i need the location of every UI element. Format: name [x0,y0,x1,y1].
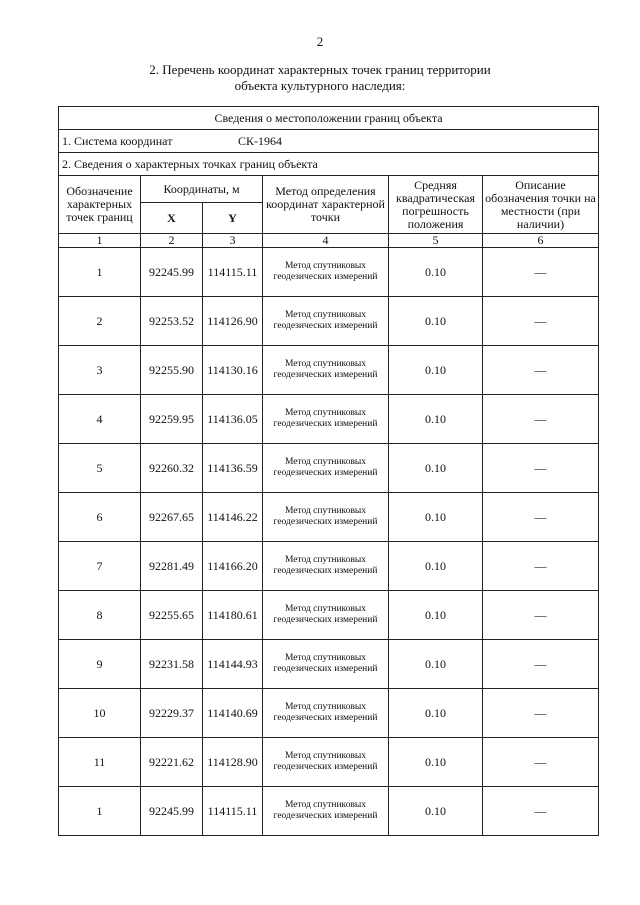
coord-x: 92259.95 [141,395,203,444]
description: — [483,248,599,297]
coord-x: 92221.62 [141,738,203,787]
point-id: 5 [59,444,141,493]
description: — [483,591,599,640]
point-id: 10 [59,689,141,738]
method: Метод спутниковых геодезических измерений [263,248,389,297]
coord-x: 92260.32 [141,444,203,493]
description: — [483,640,599,689]
method: Метод спутниковых геодезических измерений [263,297,389,346]
point-id: 6 [59,493,141,542]
table-row [59,346,599,395]
error-value: 0.10 [389,640,483,689]
column-number-row [59,234,599,248]
point-id: 7 [59,542,141,591]
col-method: Метод определения координат характерной точки [263,176,389,234]
description: — [483,493,599,542]
page-number: 2 [316,34,324,49]
method: Метод спутниковых геодезических измерений [263,444,389,493]
point-id: 9 [59,640,141,689]
error-value: 0.10 [389,689,483,738]
description: — [483,689,599,738]
coord-x: 92255.65 [141,591,203,640]
description: — [483,297,599,346]
col-y: Y [203,203,263,234]
point-id: 4 [59,395,141,444]
description: — [483,395,599,444]
table-row [59,395,599,444]
coord-y: 114166.20 [203,542,263,591]
error-value: 0.10 [389,297,483,346]
col-coordinates: Координаты, м [141,176,263,203]
point-id: 2 [59,297,141,346]
point-id: 11 [59,738,141,787]
coord-y: 114140.69 [203,689,263,738]
coordinate-system-label: 1. Система координат [62,133,173,148]
points-info-label: 2. Сведения о характерных точках границ объекта [59,153,599,176]
description: — [483,346,599,395]
data-rows [59,248,599,836]
table-row [59,689,599,738]
description: — [483,787,599,836]
column-number: 1 [59,234,141,248]
coord-y: 114136.05 [203,395,263,444]
error-value: 0.10 [389,248,483,297]
col-point-designation: Обозначение характерных точек границ [59,176,141,234]
title-line-2: объекта культурного наследия: [234,78,406,93]
coord-x: 92255.90 [141,346,203,395]
coord-y: 114126.90 [203,297,263,346]
method: Метод спутниковых геодезических измерений [263,346,389,395]
coord-x: 92253.52 [141,297,203,346]
coord-x: 92229.37 [141,689,203,738]
document-title [0,62,640,94]
coord-y: 114180.61 [203,591,263,640]
col-error: Средняя квадратическая погрешность положения [389,176,483,234]
coord-y: 114130.16 [203,346,263,395]
table-row [59,542,599,591]
point-id: 1 [59,248,141,297]
error-value: 0.10 [389,493,483,542]
description: — [483,444,599,493]
table-header: Сведения о местоположении границ объекта [59,107,599,130]
table-row [59,248,599,297]
table-row [59,787,599,836]
coord-x: 92267.65 [141,493,203,542]
column-number: 4 [263,234,389,248]
point-id: 1 [59,787,141,836]
error-value: 0.10 [389,738,483,787]
table-row [59,738,599,787]
error-value: 0.10 [389,542,483,591]
table-row [59,591,599,640]
col-description: Описание обозначения точки на местности (при наличии) [483,176,599,234]
coord-x: 92245.99 [141,248,203,297]
title-line-1: 2. Перечень координат характерных точек границ территории [149,62,491,77]
table-row [59,640,599,689]
table-row [59,444,599,493]
coord-y: 114128.90 [203,738,263,787]
point-id: 3 [59,346,141,395]
description: — [483,738,599,787]
error-value: 0.10 [389,591,483,640]
coord-x: 92281.49 [141,542,203,591]
coord-y: 114144.93 [203,640,263,689]
method: Метод спутниковых геодезических измерений [263,738,389,787]
description: — [483,542,599,591]
column-number: 5 [389,234,483,248]
coord-x: 92245.99 [141,787,203,836]
method: Метод спутниковых геодезических измерений [263,395,389,444]
coord-x: 92231.58 [141,640,203,689]
column-number: 6 [483,234,599,248]
error-value: 0.10 [389,395,483,444]
coord-y: 114115.11 [203,248,263,297]
table-row [59,297,599,346]
method: Метод спутниковых геодезических измерений [263,787,389,836]
coord-y: 114146.22 [203,493,263,542]
error-value: 0.10 [389,444,483,493]
error-value: 0.10 [389,346,483,395]
method: Метод спутниковых геодезических измерений [263,640,389,689]
coordinate-system-value: СК-1964 [238,133,283,148]
column-number: 3 [203,234,263,248]
boundary-coordinates-table [58,106,599,836]
coordinate-system-row [59,130,599,153]
method: Метод спутниковых геодезических измерений [263,591,389,640]
method: Метод спутниковых геодезических измерений [263,542,389,591]
coord-y: 114115.11 [203,787,263,836]
point-id: 8 [59,591,141,640]
error-value: 0.10 [389,787,483,836]
table-row [59,493,599,542]
method: Метод спутниковых геодезических измерений [263,689,389,738]
col-x: X [141,203,203,234]
method: Метод спутниковых геодезических измерений [263,493,389,542]
coord-y: 114136.59 [203,444,263,493]
column-number: 2 [141,234,203,248]
